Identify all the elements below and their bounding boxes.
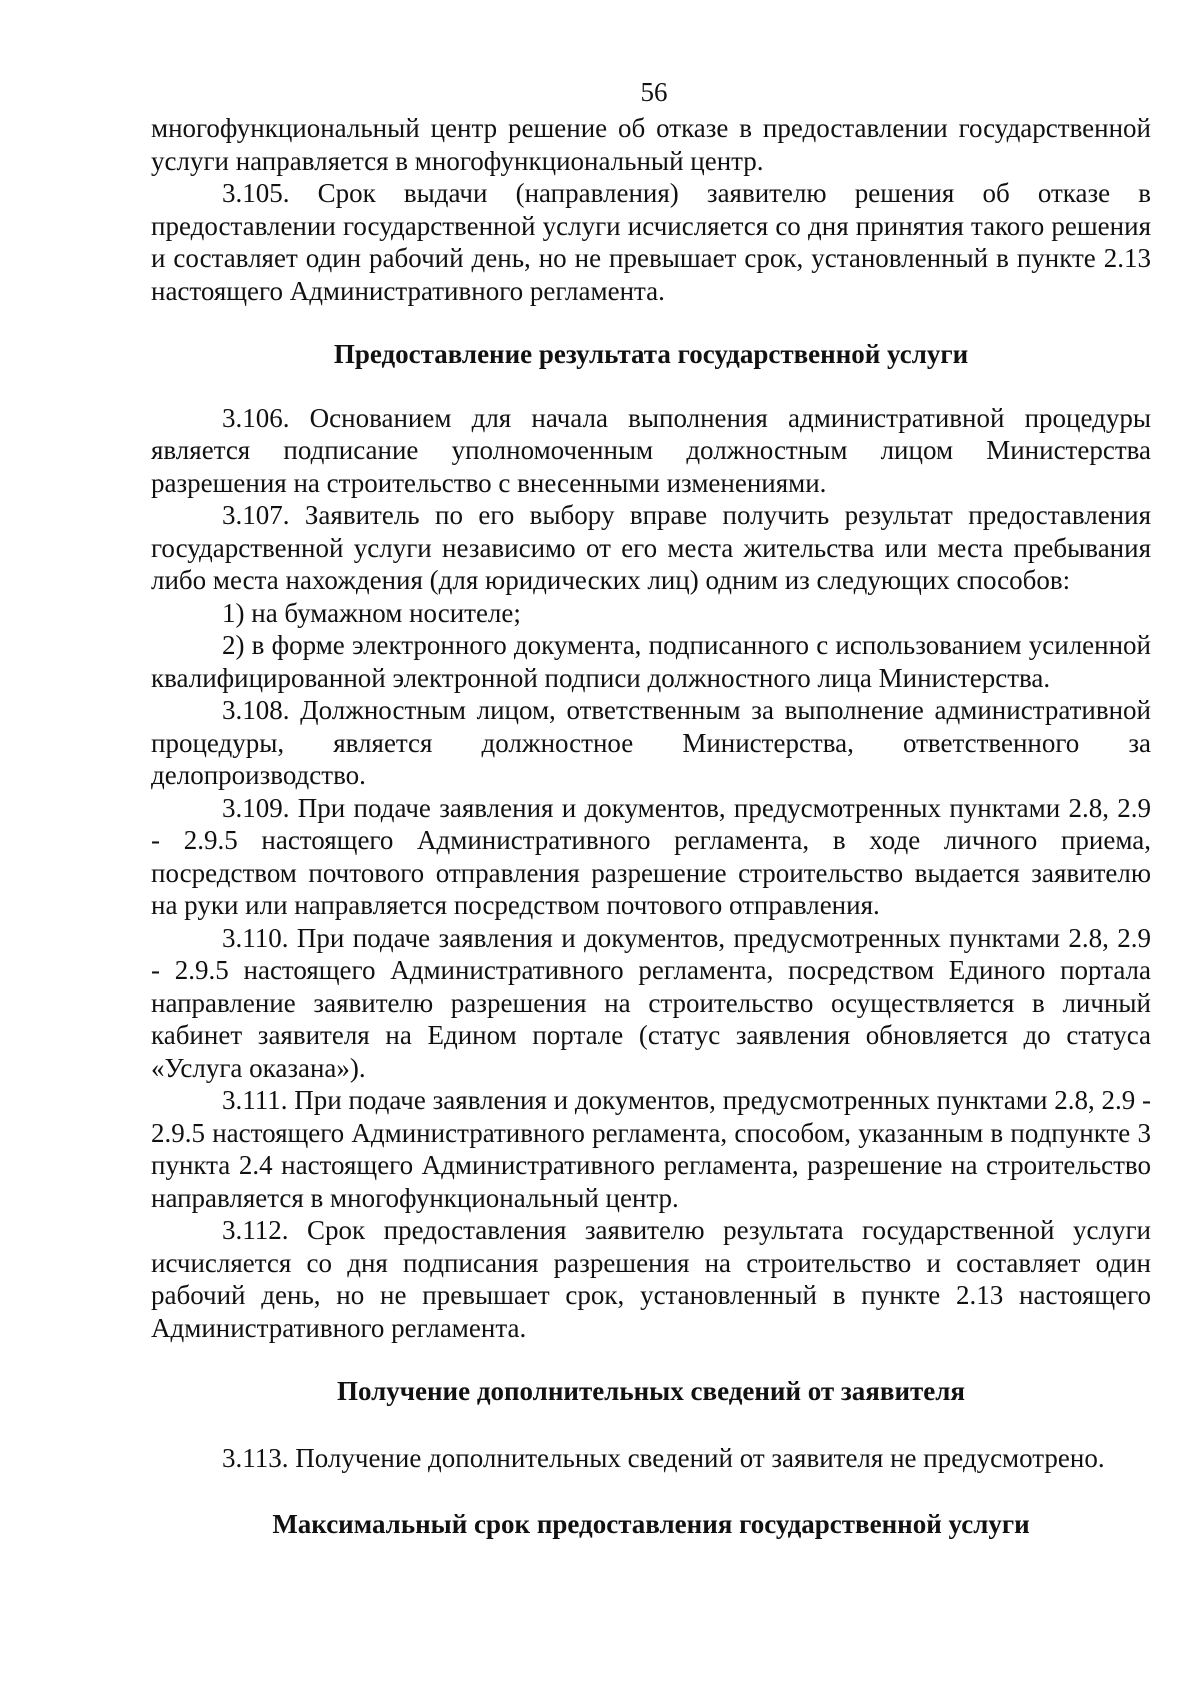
- section-heading: Максимальный срок предоставления государственной услуги: [272, 1509, 1030, 1539]
- section-heading: Предоставление результата государственной услуги: [333, 339, 969, 369]
- paragraph: 3.107. Заявитель по его выбору вправе получить результат предоставления государственной услуги независимо от его места жительства или места пребывания либо места нахождения (для юридических лиц) одним из следующих способов:: [151, 500, 1151, 595]
- list-item: 1) на бумажном носителе;: [222, 597, 521, 628]
- paragraph: 3.112. Срок предоставления заявителю результата государственной услуги исчисляется со дня подписания разрешения на строительство и составляет один рабочий день, но не превышает срок, установленный в пункте 2.13 настоящего Административного регламента.: [151, 1215, 1151, 1343]
- paragraph: 3.105. Срок выдачи (направления) заявителю решения об отказе в предоставлении государственной услуги исчисляется со дня принятия такого решения и составляет один рабочий день, но не превышает срок, установленный в пункте 2.13 настоящего Административного регламента.: [151, 178, 1151, 306]
- spacer: [151, 1408, 1151, 1442]
- paragraph: 3.108. Должностным лицом, ответственным за выполнение административной процедуры, является должностное Министерства, ответственного за делопроизводство.: [151, 695, 1151, 790]
- spacer: [151, 1474, 1151, 1508]
- spacer: [151, 371, 1151, 402]
- paragraph: 3.113. Получение дополнительных сведений от заявителя не предусмотрено.: [222, 1442, 1105, 1473]
- paragraph: 3.110. При подаче заявления и документов, предусмотренных пунктами 2.8, 2.9 - 2.9.5 настоящего Административного регламента, посредством Единого портала направление заявителю разрешения на строительство осуществляется в личный кабинет заявителя на Едином портале (статус заявления обновляется до статуса «Услуга оказана»).: [151, 922, 1151, 1083]
- paragraph: 3.111. При подаче заявления и документов, предусмотренных пунктами 2.8, 2.9 - 2.9.5 настоящего Административного регламента, способом, указанным в подпункте 3 пункта 2.4 настоящего Административного регламента, разрешение на строительство направляется в многофункциональный центр.: [151, 1085, 1151, 1213]
- paragraph: 3.106. Основанием для начала выполнения административной процедуры является подписание уполномоченным должностным лицом Министерства разрешения на строительство с внесенными изменениями.: [151, 402, 1151, 498]
- document-page: [151, 72, 1151, 1541]
- section-heading: Получение дополнительных сведений от заявителя: [336, 1376, 966, 1406]
- paragraph: многофункциональный центр решение об отказе в предоставлении государственной услуги направляется в многофункциональный центр.: [151, 113, 1151, 176]
- paragraph: 3.109. При подаче заявления и документов, предусмотренных пунктами 2.8, 2.9 - 2.9.5 настоящего Административного регламента, в ходе личного приема, посредством почтового отправления разрешение строительство выдается заявителю на руки или направляется посредством почтового отправления.: [151, 792, 1151, 920]
- list-item: 2) в форме электронного документа, подписанного с использованием усиленной квалифицированной электронной подписи должностного лица Министерства.: [151, 630, 1151, 693]
- spacer: [151, 1344, 1151, 1375]
- spacer: [151, 307, 1151, 338]
- page-number: 56: [640, 77, 668, 107]
